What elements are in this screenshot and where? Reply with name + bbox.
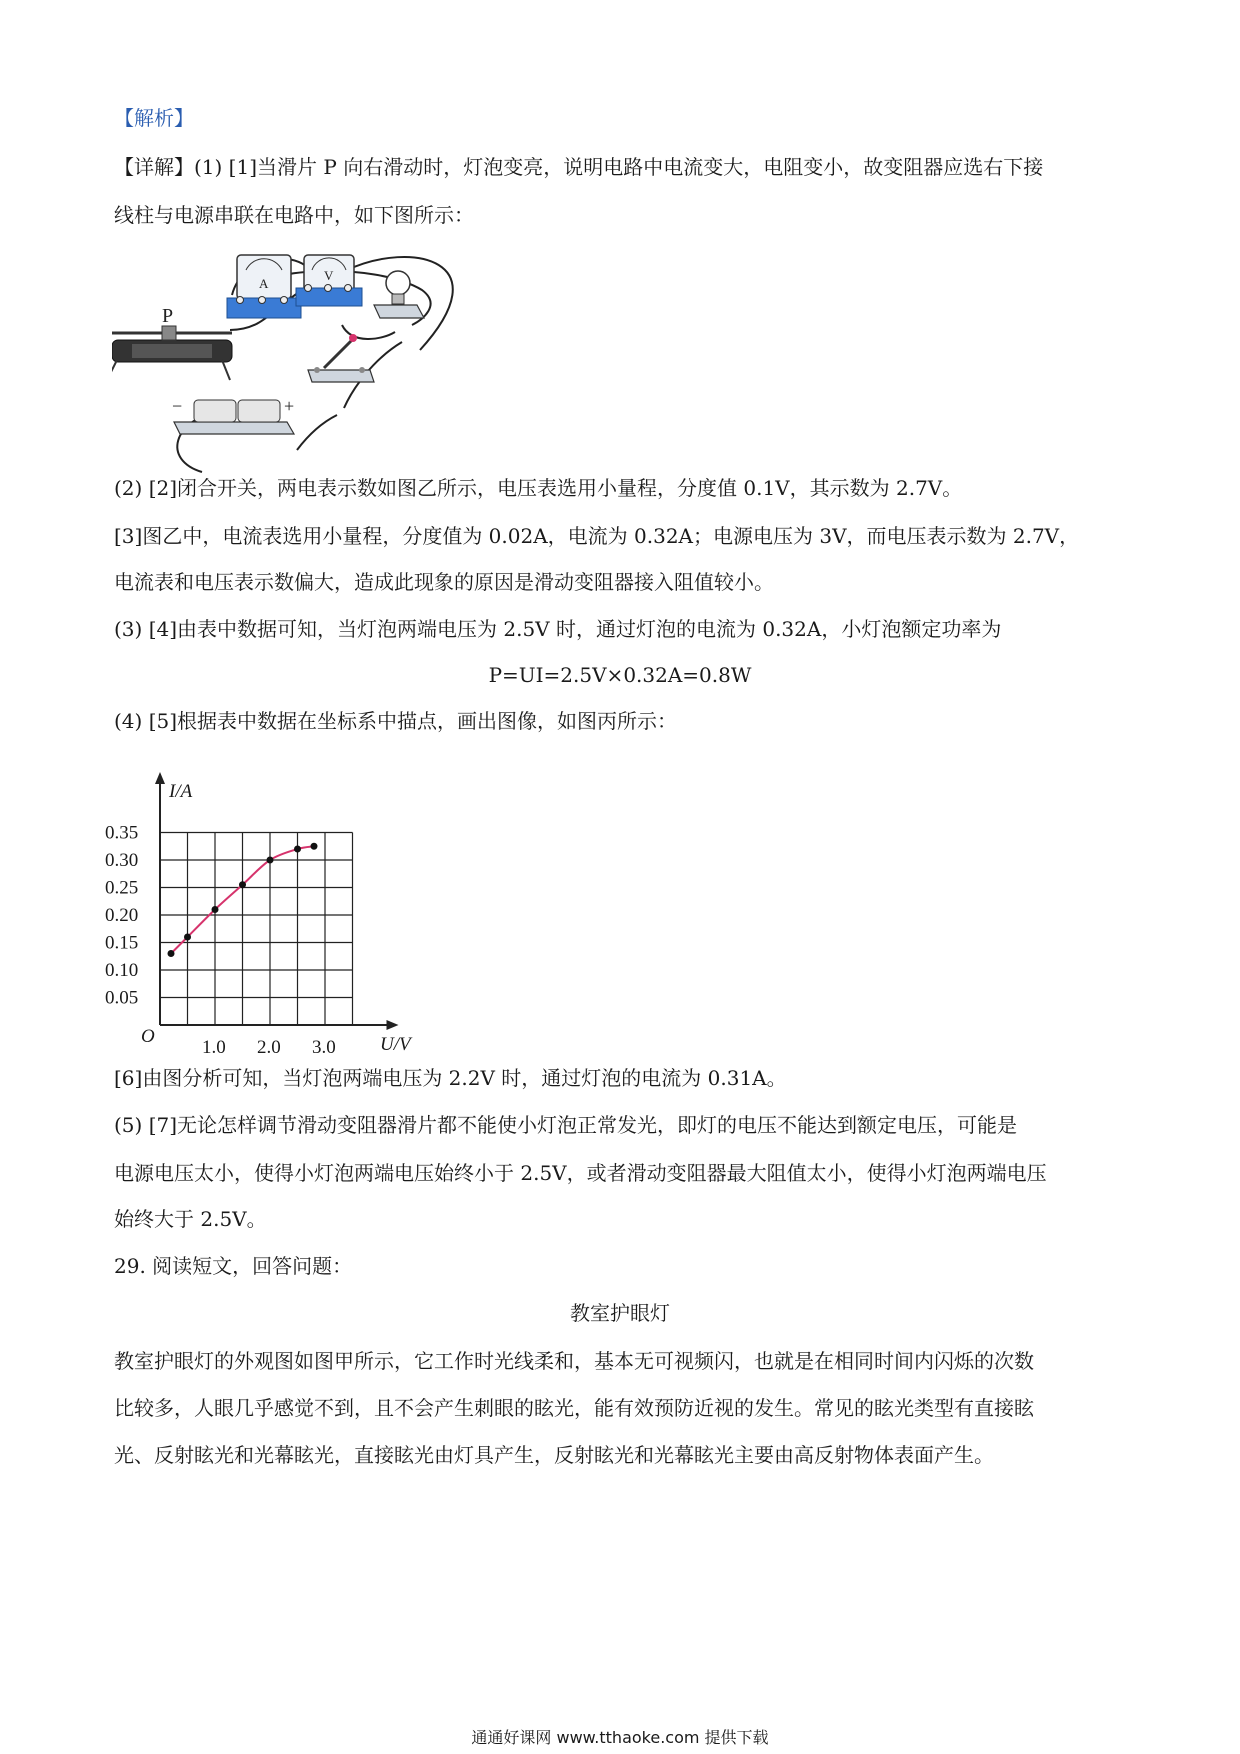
data-point <box>294 846 301 853</box>
battery-icon <box>172 396 294 434</box>
paragraph-line: (5) [7]无论怎样调节滑动变阻器滑片都不能使小灯泡正常发光，即灯的电压不能达到额定电压，可能是 <box>114 1113 1018 1137</box>
battery-plus-label: + <box>284 396 295 416</box>
y-tick-label: 0.05 <box>105 987 139 1009</box>
origin-label: O <box>141 1026 155 1047</box>
data-point <box>311 843 318 850</box>
data-point <box>168 950 175 957</box>
ammeter-label: A <box>259 276 269 291</box>
paragraph-line: 线柱与电源串联在电路中，如下图所示： <box>114 203 474 227</box>
data-point <box>184 934 191 941</box>
battery-minus-label: − <box>172 396 183 416</box>
bulb-icon <box>374 271 424 318</box>
slider-label: P <box>162 305 174 327</box>
analysis-tag: 【解析】 <box>114 106 194 130</box>
voltmeter <box>296 255 362 306</box>
switch-icon <box>308 334 374 382</box>
paragraph-line: (3) [4]由表中数据可知，当灯泡两端电压为 2.5V 时，通过灯泡的电流为 0.32A，小灯泡额定功率为 <box>114 617 1002 641</box>
data-point <box>267 857 274 864</box>
paragraph-line: 始终大于 2.5V。 <box>114 1207 267 1231</box>
article-title: 教室护眼灯 <box>570 1301 670 1325</box>
paragraph-line: [3]图乙中，电流表选用小量程，分度值为 0.02A，电流为 0.32A；电源电压为 3V，而电压表示数为 2.7V， <box>114 524 1080 548</box>
iu-chart <box>105 770 435 1065</box>
paragraph-line: 【详解】(1) [1]当滑片 P 向右滑动时，灯泡变亮，说明电路中电流变大，电阻变小，故变阻器应选右下接 <box>114 155 1044 179</box>
y-tick-label: 0.10 <box>105 960 139 981</box>
data-point <box>239 881 246 888</box>
data-point <box>212 906 219 913</box>
x-axis-arrow <box>387 1020 399 1030</box>
y-tick-label: 0.25 <box>105 877 139 899</box>
rheostat-icon <box>112 305 232 380</box>
question-heading: 29. 阅读短文，回答问题： <box>114 1254 353 1278</box>
y-tick-label: 0.15 <box>105 932 139 954</box>
paragraph-line: 电源电压太小，使得小灯泡两端电压始终小于 2.5V，或者滑动变阻器最大阻值太小，使得小灯泡两端电压 <box>114 1161 1047 1185</box>
x-tick-label: 2.0 <box>257 1037 281 1058</box>
ammeter <box>227 255 301 318</box>
paragraph-line: [6]由图分析可知，当灯泡两端电压为 2.2V 时，通过灯泡的电流为 0.31A。 <box>114 1066 787 1090</box>
paragraph-line: (4) [5]根据表中数据在坐标系中描点，画出图像，如图丙所示： <box>114 709 678 733</box>
paragraph-line: 比较多，人眼几乎感觉不到，且不会产生刺眼的眩光，能有效预防近视的发生。常见的眩光类型有直接眩 <box>114 1396 1034 1420</box>
y-axis-label: I/A <box>169 781 193 802</box>
y-axis-arrow <box>155 772 165 784</box>
circuit-diagram <box>112 250 502 490</box>
paragraph-line: 教室护眼灯的外观图如图甲所示，它工作时光线柔和，基本无可视频闪，也就是在相同时间内闪烁的次数 <box>114 1349 1034 1373</box>
paragraph-line: 电流表和电压表示数偏大，造成此现象的原因是滑动变阻器接入阻值较小。 <box>114 570 774 594</box>
paragraph-line: 光、反射眩光和光幕眩光，直接眩光由灯具产生，反射眩光和光幕眩光主要由高反射物体表面产生。 <box>114 1443 994 1467</box>
y-tick-label: 0.30 <box>105 850 139 871</box>
x-tick-label: 1.0 <box>202 1037 226 1058</box>
voltmeter-label: V <box>324 268 334 283</box>
power-formula: P=UI=2.5V×0.32A=0.8W <box>488 663 752 687</box>
y-tick-label: 0.20 <box>105 905 139 926</box>
paragraph-line: (2) [2]闭合开关，两电表示数如图乙所示，电压表选用小量程，分度值 0.1V，其示数为 2.7V。 <box>114 476 963 500</box>
footer-credit: 通通好课网 www.tthaoke.com 提供下载 <box>471 1728 769 1747</box>
x-tick-label: 3.0 <box>312 1037 336 1058</box>
x-axis-label: U/V <box>380 1034 411 1055</box>
y-tick-label: 0.35 <box>105 822 139 844</box>
